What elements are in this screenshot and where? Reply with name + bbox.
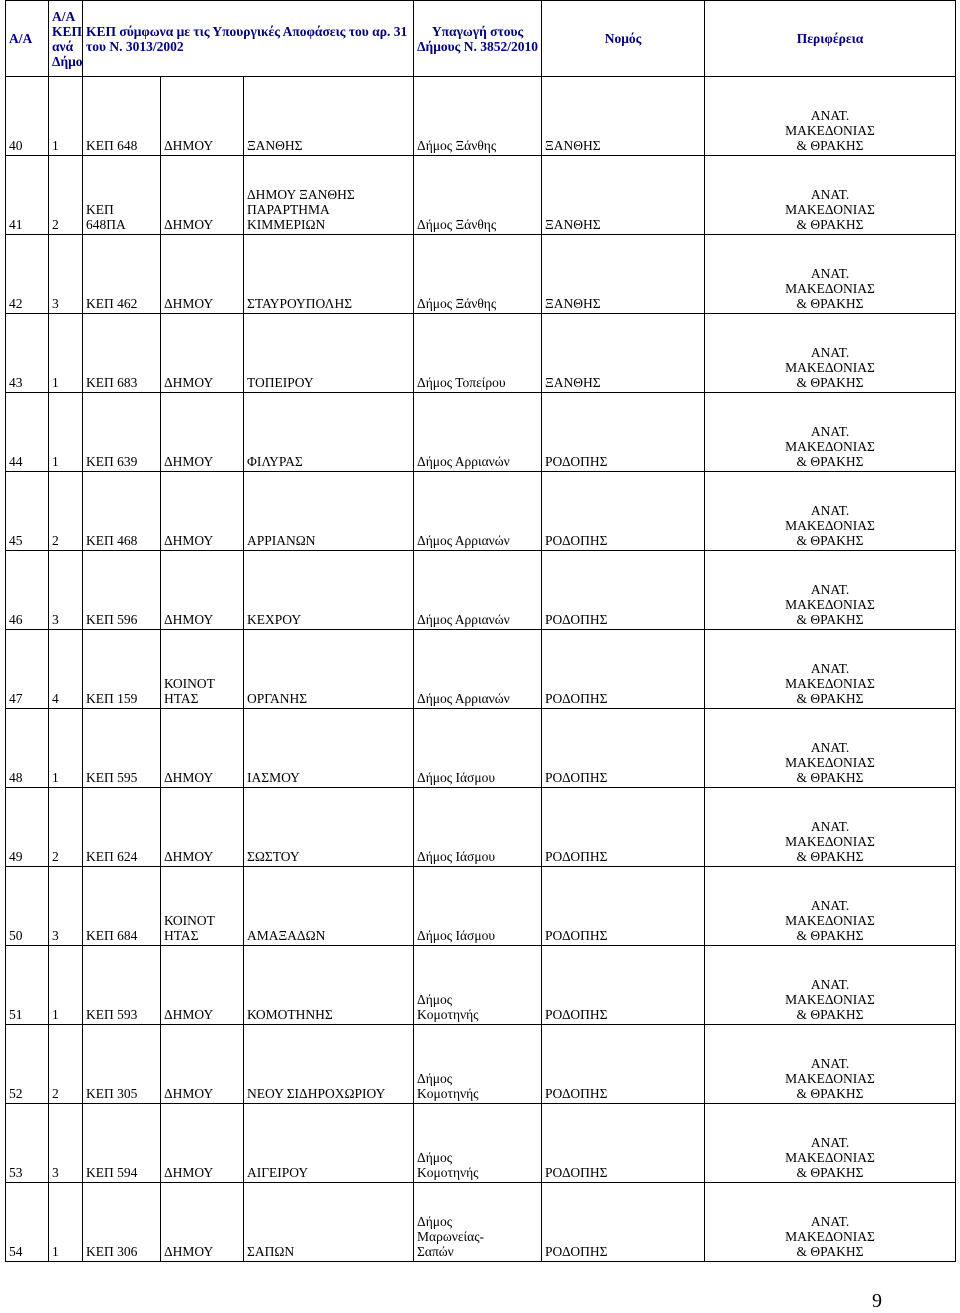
cell-type: ΚΟΙΝΟΤ ΗΤΑΣ bbox=[161, 867, 244, 946]
cell-kep: ΚΕΠ 462 bbox=[83, 235, 161, 314]
cell-nomos: ΡΟΔΟΠΗΣ bbox=[542, 472, 705, 551]
cell-aa: 48 bbox=[6, 709, 49, 788]
cell-nomos: ΡΟΔΟΠΗΣ bbox=[542, 1025, 705, 1104]
cell-type: ΔΗΜΟΥ bbox=[161, 1025, 244, 1104]
cell-region: ΑΝΑΤ. ΜΑΚΕΔΟΝΙΑΣ & ΘΡΑΚΗΣ bbox=[705, 709, 956, 788]
cell-nomos: ΡΟΔΟΠΗΣ bbox=[542, 946, 705, 1025]
table-row bbox=[6, 1104, 956, 1183]
cell-aa: 45 bbox=[6, 472, 49, 551]
cell-name: ΤΟΠΕΙΡΟΥ bbox=[244, 314, 414, 393]
cell-aa: 41 bbox=[6, 156, 49, 235]
cell-name: ΝΕΟΥ ΣΙΔΗΡΟΧΩΡΙΟΥ bbox=[244, 1025, 414, 1104]
cell-type: ΔΗΜΟΥ bbox=[161, 156, 244, 235]
cell-name: ΑΙΓΕΙΡΟΥ bbox=[244, 1104, 414, 1183]
cell-aa-per-dimo: 1 bbox=[49, 946, 83, 1025]
cell-dimos: Δήμος Αρριανών bbox=[414, 551, 542, 630]
cell-aa-per-dimo: 2 bbox=[49, 156, 83, 235]
cell-name: ΞΑΝΘΗΣ bbox=[244, 77, 414, 156]
cell-region: ΑΝΑΤ. ΜΑΚΕΔΟΝΙΑΣ & ΘΡΑΚΗΣ bbox=[705, 867, 956, 946]
cell-dimos: Δήμος Αρριανών bbox=[414, 393, 542, 472]
cell-kep: ΚΕΠ 648ΠΑ bbox=[83, 156, 161, 235]
cell-aa: 43 bbox=[6, 314, 49, 393]
cell-region: ΑΝΑΤ. ΜΑΚΕΔΟΝΙΑΣ & ΘΡΑΚΗΣ bbox=[705, 1104, 956, 1183]
cell-kep: ΚΕΠ 468 bbox=[83, 472, 161, 551]
cell-kep: ΚΕΠ 639 bbox=[83, 393, 161, 472]
cell-nomos: ΡΟΔΟΠΗΣ bbox=[542, 551, 705, 630]
cell-type: ΔΗΜΟΥ bbox=[161, 551, 244, 630]
cell-name: ΣΑΠΩΝ bbox=[244, 1183, 414, 1262]
cell-region: ΑΝΑΤ. ΜΑΚΕΔΟΝΙΑΣ & ΘΡΑΚΗΣ bbox=[705, 788, 956, 867]
cell-aa-per-dimo: 3 bbox=[49, 235, 83, 314]
cell-aa: 52 bbox=[6, 1025, 49, 1104]
cell-aa-per-dimo: 3 bbox=[49, 1104, 83, 1183]
cell-kep: ΚΕΠ 648 bbox=[83, 77, 161, 156]
table-row bbox=[6, 235, 956, 314]
table-row bbox=[6, 156, 956, 235]
table-row bbox=[6, 472, 956, 551]
cell-kep: ΚΕΠ 594 bbox=[83, 1104, 161, 1183]
cell-type: ΔΗΜΟΥ bbox=[161, 393, 244, 472]
cell-name: ΟΡΓΑΝΗΣ bbox=[244, 630, 414, 709]
cell-region: ΑΝΑΤ. ΜΑΚΕΔΟΝΙΑΣ & ΘΡΑΚΗΣ bbox=[705, 630, 956, 709]
table-row bbox=[6, 709, 956, 788]
cell-nomos: ΞΑΝΘΗΣ bbox=[542, 314, 705, 393]
cell-name: ΦΙΛΥΡΑΣ bbox=[244, 393, 414, 472]
cell-aa-per-dimo: 1 bbox=[49, 1183, 83, 1262]
cell-name: ΔΗΜΟΥ ΞΑΝΘΗΣ ΠΑΡΑΡΤΗΜΑ ΚΙΜΜΕΡΙΩΝ bbox=[244, 156, 414, 235]
cell-aa-per-dimo: 1 bbox=[49, 709, 83, 788]
cell-name: ΣΤΑΥΡΟΥΠΟΛΗΣ bbox=[244, 235, 414, 314]
table-row bbox=[6, 551, 956, 630]
cell-region: ΑΝΑΤ. ΜΑΚΕΔΟΝΙΑΣ & ΘΡΑΚΗΣ bbox=[705, 314, 956, 393]
cell-dimos: Δήμος Κομοτηνής bbox=[414, 946, 542, 1025]
cell-nomos: ΡΟΔΟΠΗΣ bbox=[542, 393, 705, 472]
cell-aa: 44 bbox=[6, 393, 49, 472]
cell-aa-per-dimo: 2 bbox=[49, 1025, 83, 1104]
cell-name: ΑΡΡΙΑΝΩΝ bbox=[244, 472, 414, 551]
cell-region: ΑΝΑΤ. ΜΑΚΕΔΟΝΙΑΣ & ΘΡΑΚΗΣ bbox=[705, 946, 956, 1025]
cell-region: ΑΝΑΤ. ΜΑΚΕΔΟΝΙΑΣ & ΘΡΑΚΗΣ bbox=[705, 1183, 956, 1262]
cell-region: ΑΝΑΤ. ΜΑΚΕΔΟΝΙΑΣ & ΘΡΑΚΗΣ bbox=[705, 235, 956, 314]
cell-aa: 42 bbox=[6, 235, 49, 314]
cell-dimos: Δήμος Αρριανών bbox=[414, 630, 542, 709]
cell-nomos: ΡΟΔΟΠΗΣ bbox=[542, 630, 705, 709]
table-row bbox=[6, 1025, 956, 1104]
header-aa-per-dimo: Α/Α ΚΕΠ ανά Δήμο bbox=[49, 1, 83, 77]
cell-type: ΔΗΜΟΥ bbox=[161, 77, 244, 156]
cell-name: ΑΜΑΞΑΔΩΝ bbox=[244, 867, 414, 946]
table-row bbox=[6, 788, 956, 867]
cell-nomos: ΡΟΔΟΠΗΣ bbox=[542, 867, 705, 946]
cell-nomos: ΡΟΔΟΠΗΣ bbox=[542, 788, 705, 867]
cell-type: ΔΗΜΟΥ bbox=[161, 235, 244, 314]
cell-aa-per-dimo: 4 bbox=[49, 630, 83, 709]
cell-dimos: Δήμος Ιάσμου bbox=[414, 867, 542, 946]
cell-aa: 54 bbox=[6, 1183, 49, 1262]
cell-kep: ΚΕΠ 593 bbox=[83, 946, 161, 1025]
cell-dimos: Δήμος Ιάσμου bbox=[414, 709, 542, 788]
cell-type: ΔΗΜΟΥ bbox=[161, 1104, 244, 1183]
table-row bbox=[6, 393, 956, 472]
header-perifereia: Περιφέρεια bbox=[705, 1, 956, 77]
cell-type: ΔΗΜΟΥ bbox=[161, 788, 244, 867]
table-row bbox=[6, 867, 956, 946]
cell-region: ΑΝΑΤ. ΜΑΚΕΔΟΝΙΑΣ & ΘΡΑΚΗΣ bbox=[705, 1025, 956, 1104]
cell-region: ΑΝΑΤ. ΜΑΚΕΔΟΝΙΑΣ & ΘΡΑΚΗΣ bbox=[705, 156, 956, 235]
cell-type: ΔΗΜΟΥ bbox=[161, 472, 244, 551]
cell-aa-per-dimo: 2 bbox=[49, 472, 83, 551]
cell-kep: ΚΕΠ 683 bbox=[83, 314, 161, 393]
cell-type: ΚΟΙΝΟΤ ΗΤΑΣ bbox=[161, 630, 244, 709]
cell-type: ΔΗΜΟΥ bbox=[161, 1183, 244, 1262]
cell-dimos: Δήμος Αρριανών bbox=[414, 472, 542, 551]
table-row bbox=[6, 1183, 956, 1262]
cell-nomos: ΞΑΝΘΗΣ bbox=[542, 235, 705, 314]
table-body bbox=[6, 77, 956, 1262]
header-aa: Α/Α bbox=[6, 1, 49, 77]
cell-type: ΔΗΜΟΥ bbox=[161, 709, 244, 788]
cell-aa: 51 bbox=[6, 946, 49, 1025]
cell-aa: 50 bbox=[6, 867, 49, 946]
cell-dimos: Δήμος Μαρωνείας- Σαπών bbox=[414, 1183, 542, 1262]
cell-kep: ΚΕΠ 596 bbox=[83, 551, 161, 630]
header-nomos: Νομός bbox=[542, 1, 705, 77]
cell-aa: 47 bbox=[6, 630, 49, 709]
cell-dimos: Δήμος Ξάνθης bbox=[414, 77, 542, 156]
cell-aa-per-dimo: 2 bbox=[49, 788, 83, 867]
cell-nomos: ΡΟΔΟΠΗΣ bbox=[542, 709, 705, 788]
cell-dimos: Δήμος Κομοτηνής bbox=[414, 1025, 542, 1104]
header-ypagogi: Υπαγωγή στους Δήμους Ν. 3852/2010 bbox=[414, 1, 542, 77]
cell-kep: ΚΕΠ 595 bbox=[83, 709, 161, 788]
cell-region: ΑΝΑΤ. ΜΑΚΕΔΟΝΙΑΣ & ΘΡΑΚΗΣ bbox=[705, 551, 956, 630]
cell-aa-per-dimo: 3 bbox=[49, 551, 83, 630]
kep-table bbox=[5, 0, 956, 1262]
table-row bbox=[6, 946, 956, 1025]
header-row bbox=[6, 1, 956, 77]
cell-aa-per-dimo: 1 bbox=[49, 77, 83, 156]
cell-type: ΔΗΜΟΥ bbox=[161, 946, 244, 1025]
cell-region: ΑΝΑΤ. ΜΑΚΕΔΟΝΙΑΣ & ΘΡΑΚΗΣ bbox=[705, 472, 956, 551]
cell-name: ΣΩΣΤΟΥ bbox=[244, 788, 414, 867]
cell-region: ΑΝΑΤ. ΜΑΚΕΔΟΝΙΑΣ & ΘΡΑΚΗΣ bbox=[705, 393, 956, 472]
cell-kep: ΚΕΠ 159 bbox=[83, 630, 161, 709]
cell-kep: ΚΕΠ 684 bbox=[83, 867, 161, 946]
cell-aa-per-dimo: 1 bbox=[49, 314, 83, 393]
table-row bbox=[6, 77, 956, 156]
page-number: 9 bbox=[872, 1290, 882, 1312]
cell-nomos: ΡΟΔΟΠΗΣ bbox=[542, 1104, 705, 1183]
cell-dimos: Δήμος Ιάσμου bbox=[414, 788, 542, 867]
cell-kep: ΚΕΠ 624 bbox=[83, 788, 161, 867]
cell-aa: 49 bbox=[6, 788, 49, 867]
cell-dimos: Δήμος Τοπείρου bbox=[414, 314, 542, 393]
cell-aa-per-dimo: 3 bbox=[49, 867, 83, 946]
cell-nomos: ΞΑΝΘΗΣ bbox=[542, 156, 705, 235]
cell-dimos: Δήμος Κομοτηνής bbox=[414, 1104, 542, 1183]
cell-region: ΑΝΑΤ. ΜΑΚΕΔΟΝΙΑΣ & ΘΡΑΚΗΣ bbox=[705, 77, 956, 156]
cell-name: ΚΕΧΡΟΥ bbox=[244, 551, 414, 630]
cell-aa: 53 bbox=[6, 1104, 49, 1183]
cell-nomos: ΞΑΝΘΗΣ bbox=[542, 77, 705, 156]
cell-aa-per-dimo: 1 bbox=[49, 393, 83, 472]
cell-type: ΔΗΜΟΥ bbox=[161, 314, 244, 393]
cell-aa: 40 bbox=[6, 77, 49, 156]
table-row bbox=[6, 630, 956, 709]
cell-name: ΚΟΜΟΤΗΝΗΣ bbox=[244, 946, 414, 1025]
table-row bbox=[6, 314, 956, 393]
cell-name: ΙΑΣΜΟΥ bbox=[244, 709, 414, 788]
header-kep: ΚΕΠ σύμφωνα με τις Υπουργικές Αποφάσεις του αρ. 31 του Ν. 3013/2002 bbox=[83, 1, 414, 77]
cell-kep: ΚΕΠ 306 bbox=[83, 1183, 161, 1262]
cell-dimos: Δήμος Ξάνθης bbox=[414, 235, 542, 314]
cell-aa: 46 bbox=[6, 551, 49, 630]
cell-kep: ΚΕΠ 305 bbox=[83, 1025, 161, 1104]
cell-nomos: ΡΟΔΟΠΗΣ bbox=[542, 1183, 705, 1262]
cell-dimos: Δήμος Ξάνθης bbox=[414, 156, 542, 235]
